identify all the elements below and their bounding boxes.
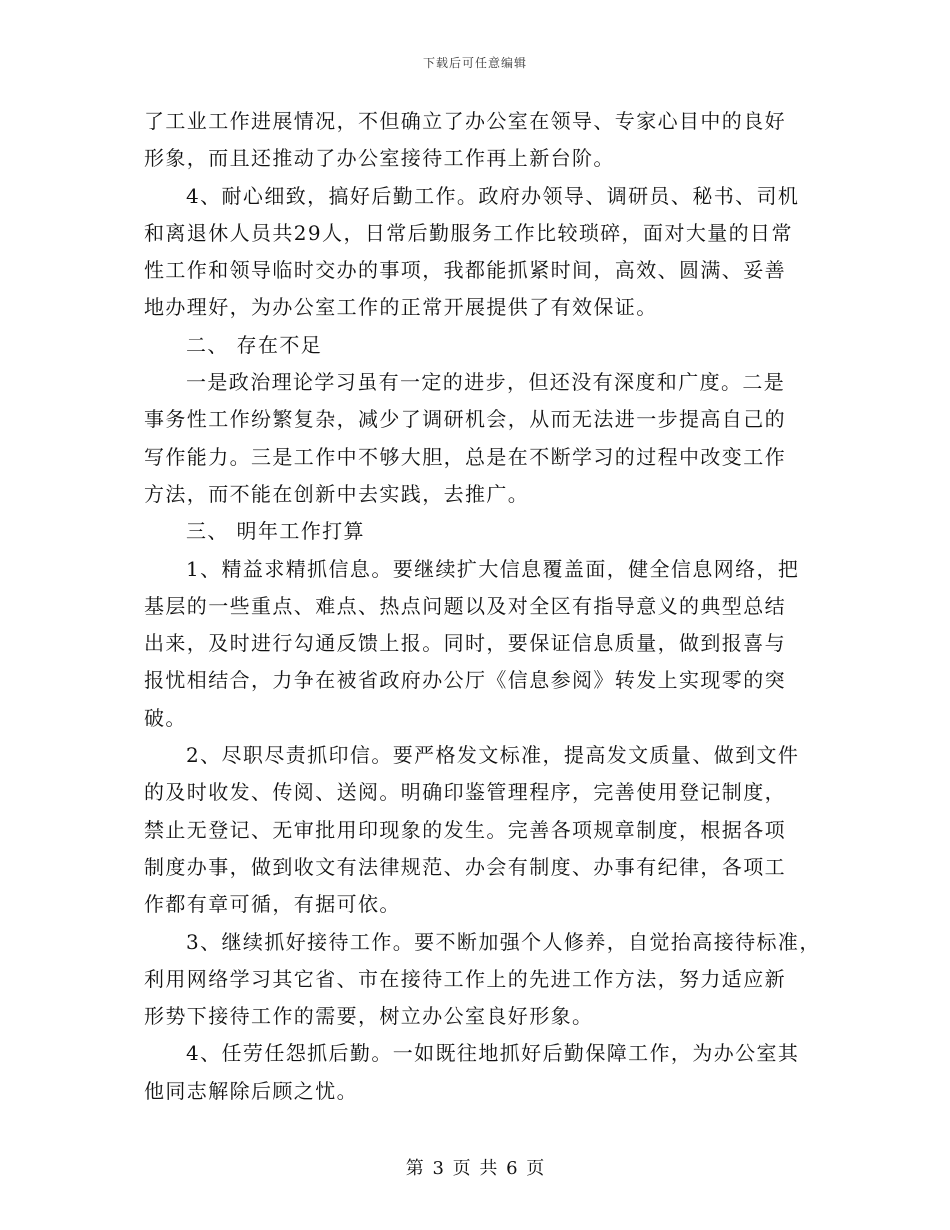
- paragraph-line: 报忧相结合，力争在被省政府办公厅《信息参阅》转发上实现零的突: [144, 668, 786, 693]
- paragraph-line: 性工作和领导临时交办的事项，我都能抓紧时间，高效、圆满、妥善: [144, 258, 786, 283]
- document-body: [144, 103, 821, 1110]
- paragraph-first-line: 一是政治理论学习虽有一定的进步，但还没有深度和广度。二是: [186, 370, 786, 395]
- paragraph-line: 的及时收发、传阅、送阅。明确印鉴管理程序，完善使用登记制度，: [144, 780, 786, 805]
- paragraph-first-line: 3、继续抓好接待工作。要不断加强个人修养，自觉抬高接待标准，: [186, 929, 821, 954]
- paragraph-line: 制度办事，做到收文有法律规范、办会有制度、办事有纪律，各项工: [144, 854, 786, 879]
- page-header: 下载后可任意编辑: [422, 56, 527, 70]
- paragraph-first-line: 2、尽职尽责抓印信。要严格发文标准，提高发文质量、做到文件: [186, 743, 800, 768]
- paragraph-line: 禁止无登记、无审批用印现象的发生。完善各项规章制度，根据各项: [144, 817, 786, 842]
- paragraph-line: 地办理好，为办公室工作的正常开展提供了有效保证。: [144, 295, 658, 320]
- paragraph-line: 形势下接待工作的需要，树立办公室良好形象。: [144, 1004, 594, 1029]
- paragraph-line: 形象，而且还推动了办公室接待工作再上新台阶。: [144, 146, 615, 171]
- paragraph-first-line: 三、 明年工作打算: [186, 519, 365, 544]
- paragraph-line: 写作能力。三是工作中不够大胆，总是在不断学习的过程中改变工作: [144, 444, 786, 469]
- paragraph-line: 出来，及时进行勾通反馈上报。同时，要保证信息质量，做到报喜与: [144, 631, 786, 656]
- paragraph-line: 他同志解除后顾之忧。: [144, 1078, 358, 1103]
- paragraph-line: 利用网络学习其它省、市在接待工作上的先进工作方法，努力适应新: [144, 966, 786, 991]
- paragraph-first-line: 二、 存在不足: [186, 332, 323, 357]
- paragraph-line: 了工业工作进展情况，不但确立了办公室在领导、专家心目中的良好: [144, 109, 786, 133]
- paragraph-first-line: 1、精益求精抓信息。要继续扩大信息覆盖面，健全信息网络，把: [186, 556, 800, 581]
- paragraph-line: 基层的一些重点、难点、热点问题以及对全区有指导意义的典型总结: [144, 593, 786, 618]
- paragraph-line: 作都有章可循，有据可依。: [144, 892, 401, 917]
- paragraph-line: 和离退休人员共29人，日常后勤服务工作比较琐碎，面对大量的日常: [144, 220, 793, 245]
- paragraph-line: 事务性工作纷繁复杂，减少了调研机会，从而无法进一步提高自己的: [144, 407, 786, 432]
- paragraph-line: 破。: [144, 705, 187, 730]
- paragraph-first-line: 4、任劳任怨抓后勤。一如既往地抓好后勤保障工作，为办公室其: [186, 1041, 800, 1066]
- paragraph-first-line: 4、耐心细致，搞好后勤工作。政府办领导、调研员、秘书、司机: [186, 183, 800, 208]
- page-number-footer: 第 3 页 共 6 页: [405, 1158, 545, 1179]
- paragraph-line: 方法，而不能在创新中去实践，去推广。: [144, 481, 530, 506]
